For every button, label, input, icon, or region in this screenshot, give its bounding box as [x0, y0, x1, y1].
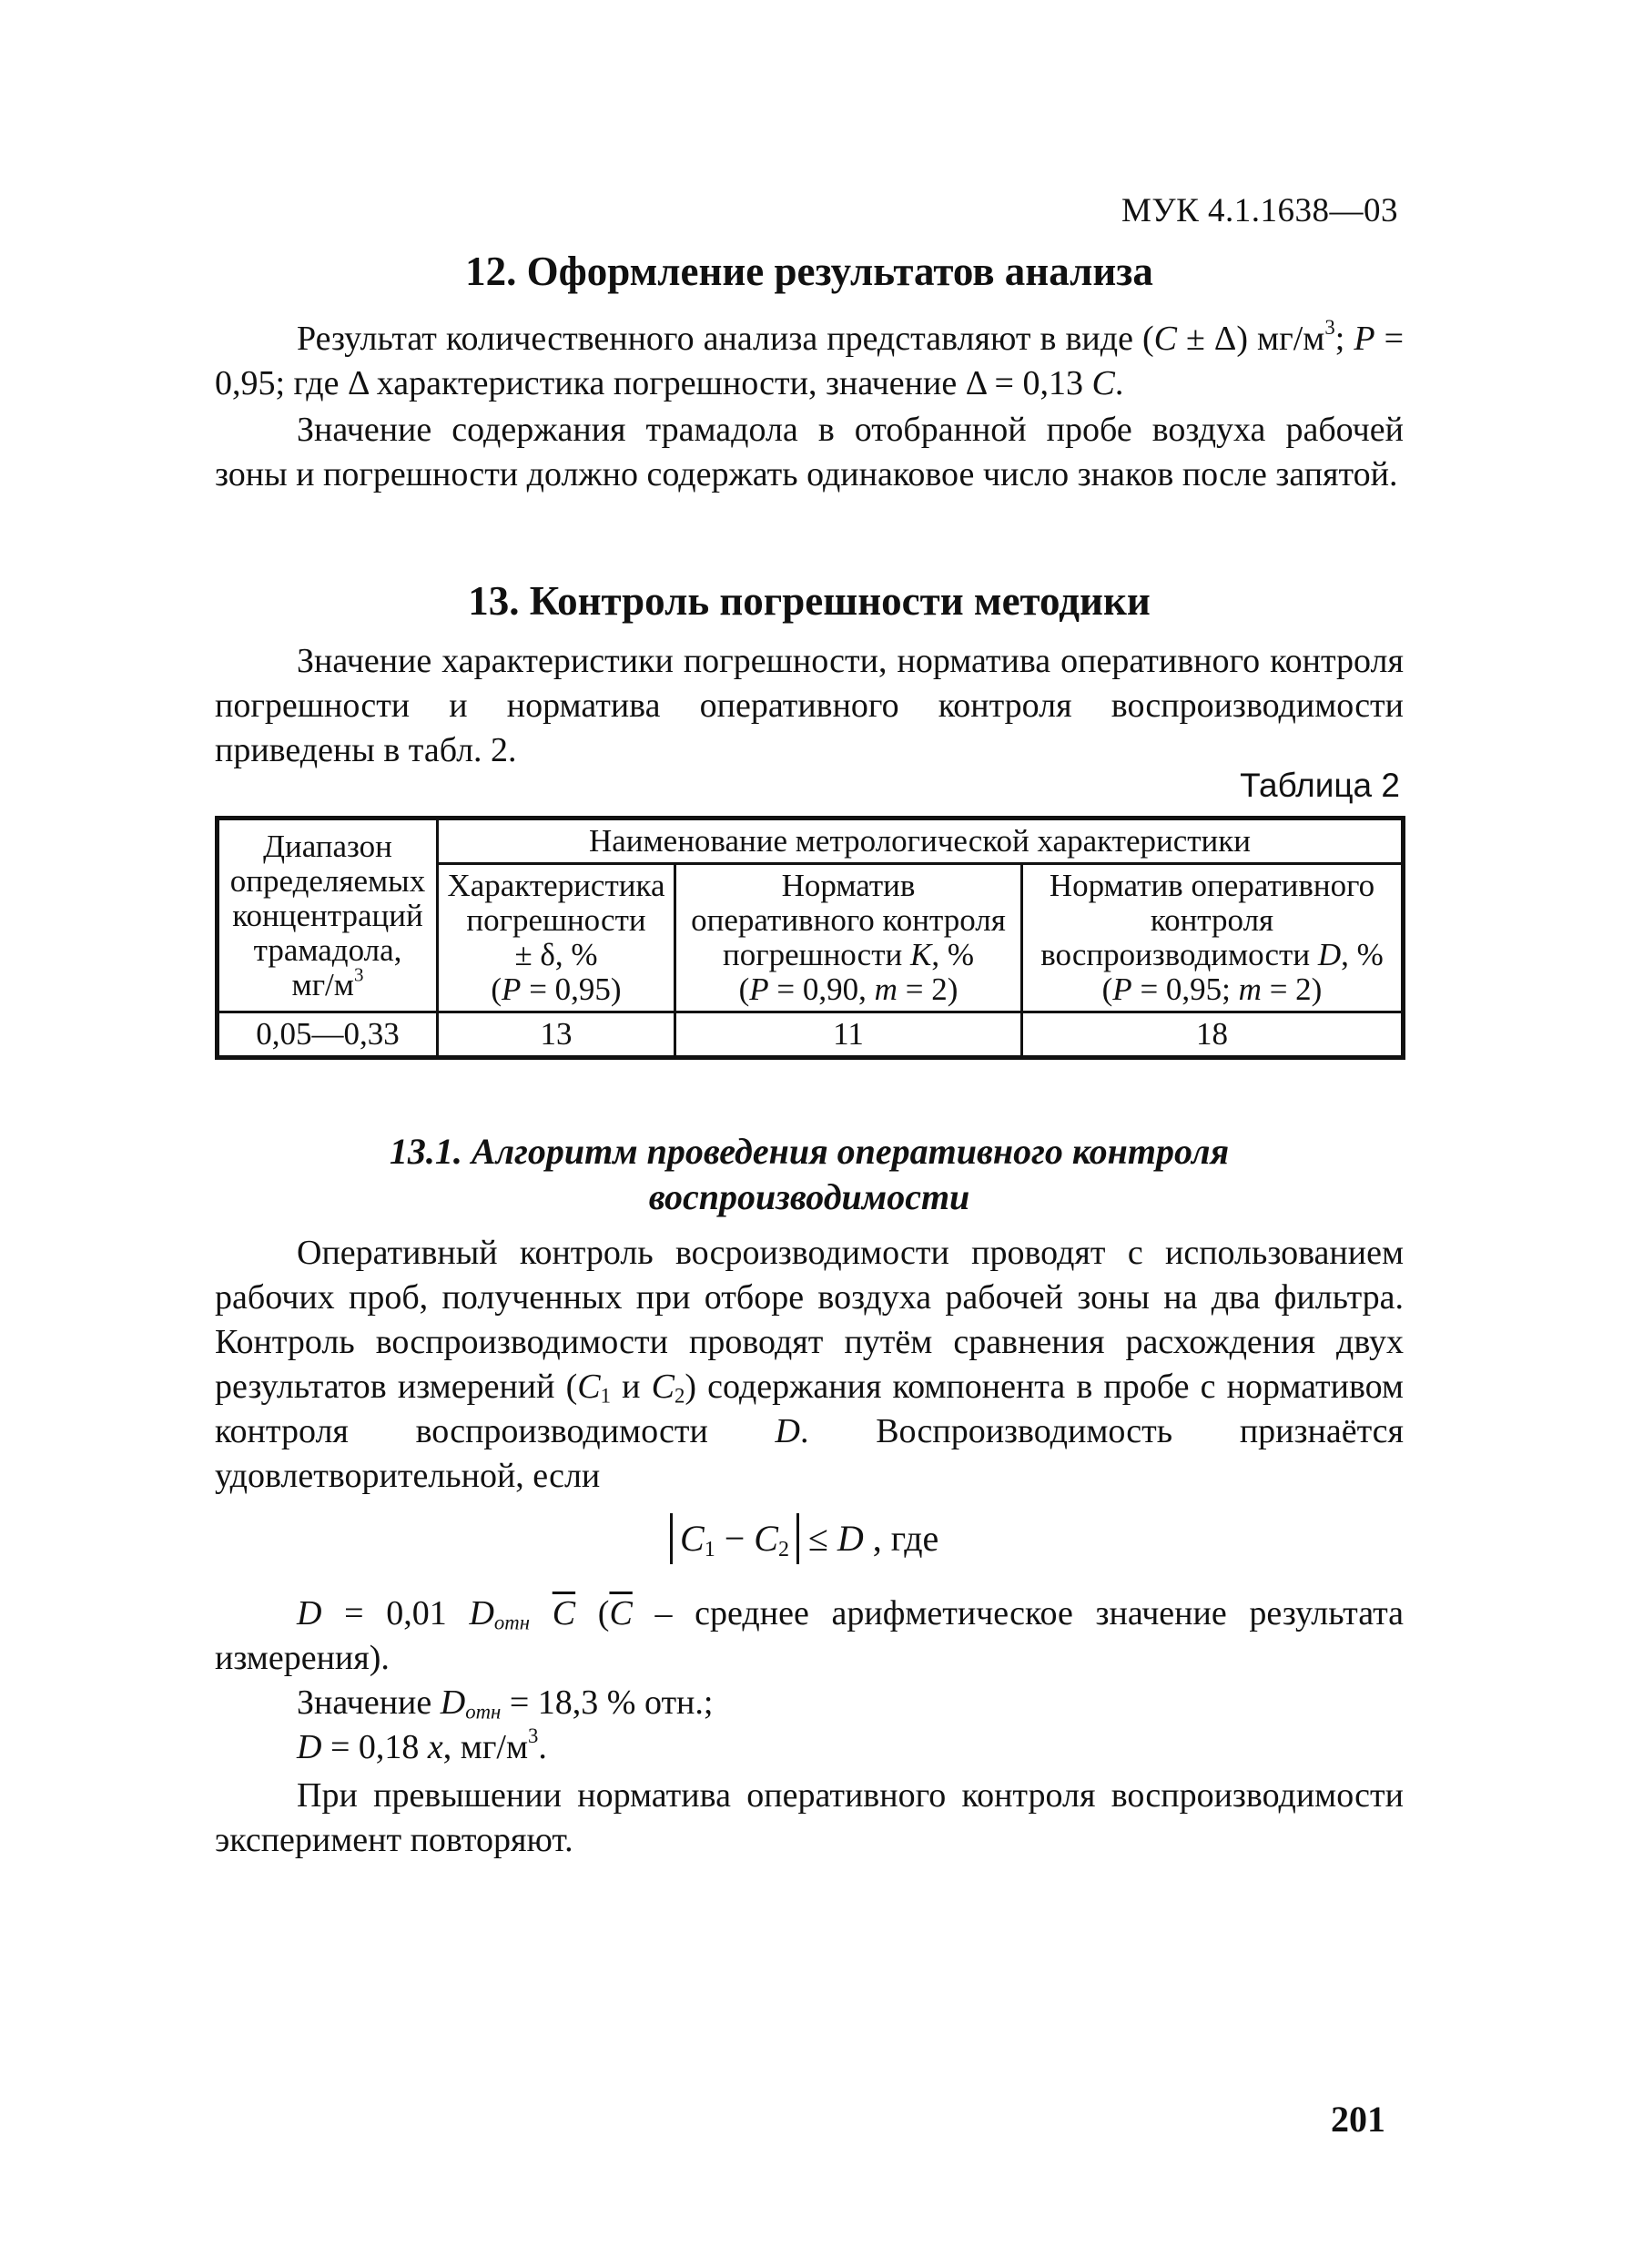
header-cell-operational-error-norm	[675, 864, 1022, 1012]
d-definition	[215, 1592, 1404, 1863]
section-13	[215, 577, 1404, 625]
section-12-paragraph-1: Результат количественного анализа представляют в виде (C ± Δ) $мг/м^3$; P = 0,95; где Δ характеристика погрешности, значение Δ = 0,13 C.	[215, 315, 1405, 402]
section-12-title: 12. Оформление результатов анализа	[465, 249, 1153, 294]
section-13-1-body	[215, 1231, 1404, 1499]
col3-line: (P = 0,95; m = 2)	[1101, 971, 1323, 1007]
absolute-difference: $C_1 - C_2$	[670, 1513, 799, 1564]
d-value: D = 0,18 x, $мг/м^3$.	[297, 1724, 547, 1766]
col3-line: Норматив оперативного	[1049, 868, 1375, 903]
col2-line: оперативного контроля	[691, 902, 1006, 938]
header-cell-error-characteristic	[438, 864, 675, 1012]
cell-error: 13	[438, 1012, 675, 1058]
section-13-body	[215, 639, 1404, 773]
col2-line: Норматив	[781, 868, 916, 903]
section-13-title: 13. Контроль погрешности методики	[468, 578, 1151, 624]
header-range-line: $мг/м^3$	[291, 962, 364, 1002]
cell-error-norm: 11	[675, 1012, 1022, 1058]
document-code: МУК 4.1.1638—03	[1121, 192, 1398, 229]
header-range-line: определяемых	[229, 862, 426, 899]
d-definition-line: D = 0,01 $D_{отн}$ $\overline{C}$ ($\overline{C}$ – среднее арифметическое значение результата измерения).	[215, 1594, 1405, 1677]
table-header-row	[218, 819, 1404, 864]
table-caption: Таблица 2	[1240, 767, 1400, 804]
section-13-1-paragraph-last: При превышении норматива оперативного контроля воспроизводимости эксперимент повторяют.	[215, 1776, 1404, 1859]
col1-line: Характеристика	[447, 868, 665, 903]
header-range-line: Диапазон	[263, 828, 392, 864]
header-cell-reproducibility-norm	[1022, 864, 1404, 1012]
section-12-paragraph-2: Значение содержания трамадола в отобранной пробе воздуха рабочей зоны и погрешности должно содержать одинаковое число знаков после запятой.	[215, 411, 1404, 493]
col1-line: ± δ, %	[514, 937, 598, 972]
section-12	[215, 248, 1404, 295]
section-13-paragraph-1: Значение характеристики погрешности, норматива оперативного контроля погрешности и норматива оперативного контроля воспроизводимости приведены в табл. 2.	[215, 642, 1404, 769]
col2-line: (P = 0,90, m = 2)	[738, 971, 958, 1007]
col1-line: погрешности	[466, 902, 646, 938]
section-13-1-paragraph-1: Оперативный контроль восроизводимости проводят с использованием рабочих проб, полученных при отборе воздуха рабочей зоны на два фильтра. Контроль воспроизводимости проводят путём сравнения расхождения двух результатов измерений ($C_1$ и $C_2$) содержания компонента в пробе с нормативом контроля воспроизводимости D. Воспроизводимость признаётся удовлетворительной, если	[215, 1234, 1404, 1495]
d-otn-value: Значение $D_{отн} = 18,3$ % отн.;	[297, 1683, 714, 1724]
cell-reproducibility-norm: 18	[1022, 1012, 1404, 1058]
header-cell-range	[218, 819, 438, 1012]
section-12-body	[215, 317, 1404, 497]
section-13-1-title-line-1: 13.1. Алгоритм проведения оперативного контроля	[389, 1131, 1230, 1172]
header-cell-group: Наименование метрологической характеристики	[438, 819, 1404, 864]
reproducibility-formula: $C_1 - C_2 \le D$ , где	[670, 1511, 938, 1566]
table-row	[218, 1012, 1404, 1058]
table-2	[215, 816, 1405, 1060]
header-range-line: концентраций	[232, 897, 423, 933]
col3-line: воспроизводимости D, %	[1040, 937, 1384, 972]
section-13-1-title-line-2: воспроизводимости	[648, 1176, 970, 1217]
col2-line: погрешности K, %	[723, 937, 974, 972]
cell-range: 0,05—0,33	[218, 1012, 438, 1058]
page-number: 201	[1331, 2099, 1385, 2140]
col1-line: (P = 0,95)	[491, 971, 622, 1007]
section-13-1-heading	[215, 1129, 1404, 1220]
header-range-line: трамадола,	[253, 931, 402, 968]
col3-line: контроля	[1150, 902, 1274, 938]
